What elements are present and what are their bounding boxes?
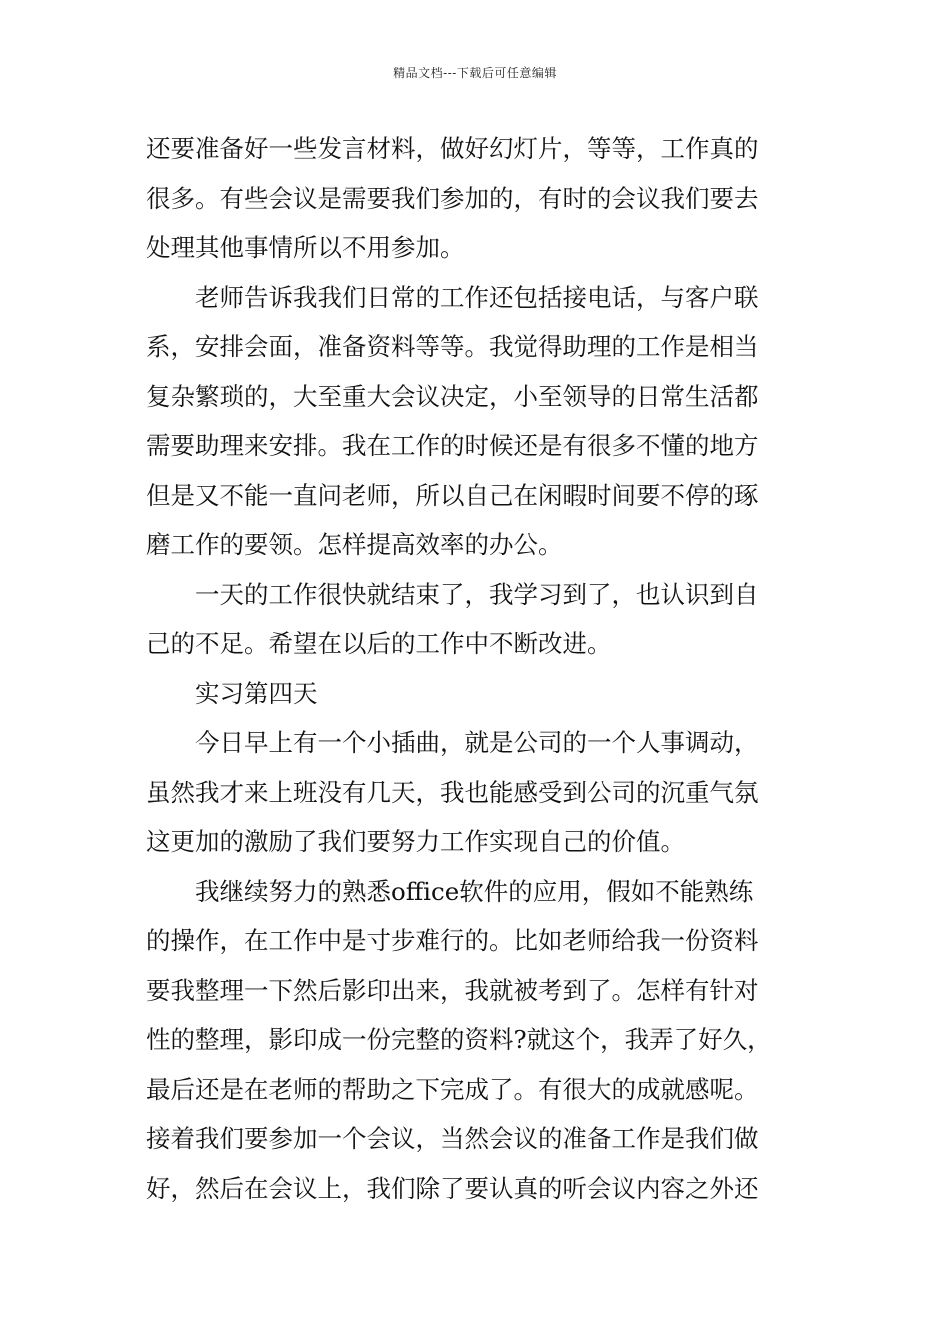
paragraph-start-line: 我继续努力的熟悉office软件的应用，假如不能熟练 bbox=[195, 876, 754, 906]
text-line: 需要助理来安排。我在工作的时候还是有很多不懂的地方 bbox=[146, 431, 759, 460]
page-header: 精品文档---下载后可任意编辑 bbox=[393, 66, 557, 80]
text-line: 最后还是在老师的帮助之下完成了。有很大的成就感呢。 bbox=[146, 1074, 759, 1104]
paragraph-start-line: 老师告诉我我们日常的工作还包括接电话，与客户联 bbox=[195, 282, 759, 312]
text-line: 系，安排会面，准备资料等等。我觉得助理的工作是相当 bbox=[146, 332, 759, 361]
text-line: 性的整理，影印成一份完整的资料?就这个，我弄了好久， bbox=[146, 1025, 772, 1054]
paragraph-start-line: 今日早上有一个小插曲，就是公司的一个人事调动， bbox=[195, 728, 759, 757]
text-line: 很多。有些会议是需要我们参加的，有时的会议我们要去 bbox=[146, 183, 759, 213]
text-line: 磨工作的要领。怎样提高效率的办公。 bbox=[146, 530, 563, 559]
paragraph-start-line: 一天的工作很快就结束了，我学习到了，也认识到自 bbox=[195, 579, 759, 609]
text-line: 接着我们要参加一个会议，当然会议的准备工作是我们做 bbox=[146, 1124, 759, 1153]
text-line: 处理其他事情所以不用参加。 bbox=[146, 233, 465, 262]
section-heading: 实习第四天 bbox=[195, 678, 318, 708]
text-line: 还要准备好一些发言材料，做好幻灯片，等等，工作真的 bbox=[146, 134, 759, 163]
text-line: 好，然后在会议上，我们除了要认真的听会议内容之外还 bbox=[146, 1173, 759, 1203]
text-line: 己的不足。希望在以后的工作中不断改进。 bbox=[146, 629, 612, 658]
text-line: 的操作，在工作中是寸步难行的。比如老师给我一份资料 bbox=[146, 926, 759, 955]
text-line: 复杂繁琐的，大至重大会议决定，小至领导的日常生活都 bbox=[146, 381, 759, 411]
text-line: 要我整理一下然后影印出来，我就被考到了。怎样有针对 bbox=[146, 975, 759, 1005]
text-line: 但是又不能一直问老师，所以自己在闲暇时间要不停的琢 bbox=[146, 480, 759, 510]
body-text bbox=[146, 124, 810, 1213]
text-line: 虽然我才来上班没有几天，我也能感受到公司的沉重气氛 bbox=[146, 777, 759, 807]
text-line: 这更加的激励了我们要努力工作实现自己的价值。 bbox=[146, 827, 685, 856]
